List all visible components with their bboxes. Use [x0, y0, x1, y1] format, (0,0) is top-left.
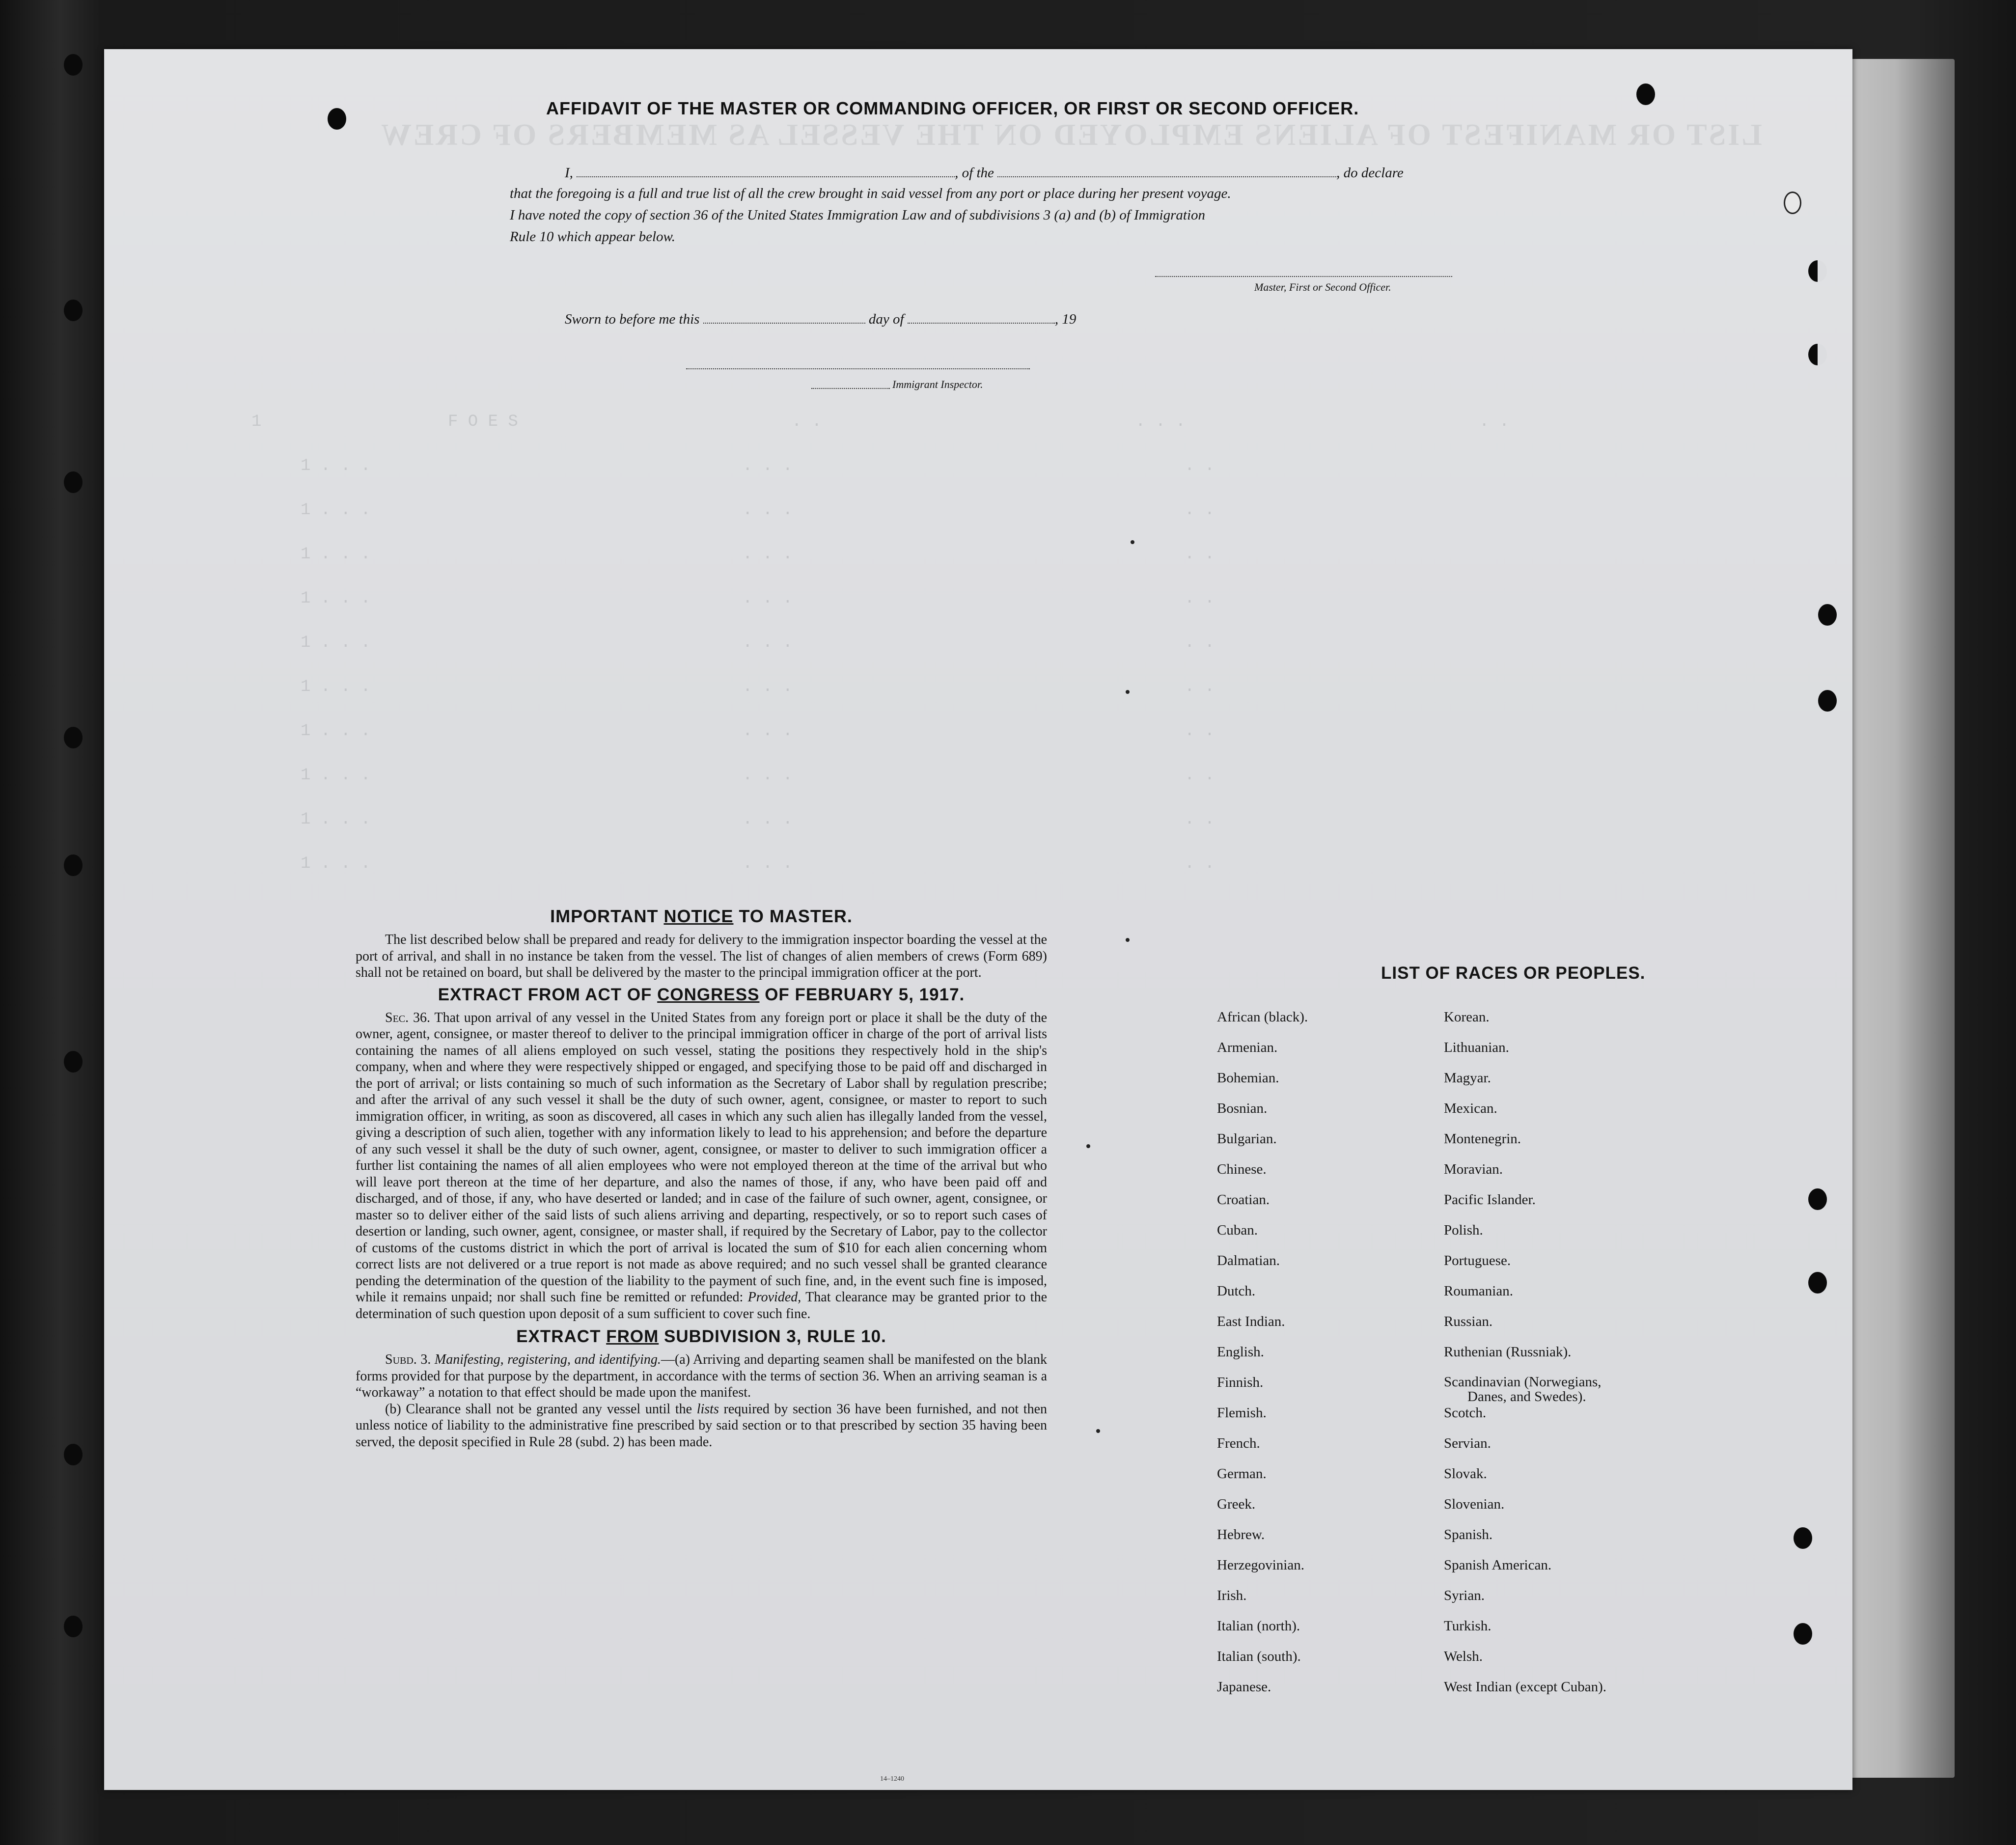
- extract-rule-title-a: EXTRACT: [516, 1327, 601, 1346]
- punch-hole-r2: [1808, 260, 1827, 282]
- punch-hole-r8: [1794, 1527, 1812, 1549]
- subd-3-b-body-1: Clearance shall not be granted any vessel until the: [406, 1401, 692, 1417]
- races-column-2: [1444, 1009, 1675, 1709]
- race-item: Montenegrin.: [1444, 1131, 1521, 1147]
- sec-36-provided: Provided,: [747, 1290, 801, 1305]
- inspector-caption-leader: [811, 388, 890, 389]
- race-item: Bohemian.: [1217, 1070, 1279, 1086]
- race-item: Hebrew.: [1217, 1527, 1265, 1542]
- race-item: Finnish.: [1217, 1375, 1264, 1390]
- race-item: Korean.: [1444, 1009, 1490, 1025]
- race-item: Italian (north).: [1217, 1618, 1300, 1634]
- affidavit-line-4: Rule 10 which appear below.: [510, 229, 675, 245]
- subd-3-title: Manifesting, registering, and identifying.: [434, 1352, 661, 1367]
- race-item: Armenian.: [1217, 1040, 1278, 1055]
- sworn-day-of: day of: [868, 311, 904, 327]
- race-item: Moravian.: [1444, 1161, 1503, 1177]
- race-item: Spanish.: [1444, 1527, 1493, 1542]
- subd-3-label: Subd. 3.: [385, 1352, 431, 1367]
- ink-speck: [1086, 1144, 1090, 1148]
- ink-speck: [1126, 938, 1130, 942]
- sworn-day-field[interactable]: [703, 323, 865, 324]
- race-item: Scotch.: [1444, 1405, 1487, 1421]
- race-item: Turkish.: [1444, 1618, 1491, 1634]
- sec-36-body-end: That clearance may be granted prior to the determination of such question upon deposit of a sum sufficient to cover such fine.: [356, 1290, 1047, 1322]
- punch-hole-r9: [1794, 1623, 1812, 1645]
- sec-36-body: That upon arrival of any vessel in the United States from any foreign port or place it shall be the duty of the owner, agent, consignee, or master thereof to deliver to the principal immigration officer in charge of the port of arrival lists containing the names of all aliens employed on such vessel, stating the positions they respectively hold in the ship's company, when and where they were respectively shipped or engaged, and specifying those to be paid off and discharged in the port of arrival; or lists containing so much of such information as the Secretary of Labor shall by regulation prescribe; and after the arrival of any such vessel it shall be the duty of such owner, agent, consignee, or master to report to such immigration officer, in writing, as soon as discovered, all cases in which any such alien has illegally landed from the vessel, giving a description of such alien, together with any information likely to lead to his apprehension; and before the departure of any such vessel it shall be the duty of such owner, agent, consignee, or master to deliver to such immigration officer a further list containing the names of all alien employees who were not employed thereon at the time of the arrival but who will leave port thereon at the time of her departure, and also the names of those, if any, who have been paid off and discharged, and of those, if any, who have deserted or landed; and in case of the failure of such owner, agent, consignee, or master so to deliver either of the said lists of such aliens arriving and departing, respectively, or so to report such cases of desertion or landing, such owner, agent, consignee, or master shall, if required by the Secretary of Labor, pay to the collector of customs of the customs district in which the port of arrival is located the sum of $10 for each alien concerning whom correct lists are not delivered or a true report is not made as above required; and no such vessel shall be granted clearance pending the determination of the question of the liability to the payment of such fine, and, in the event such fine is imposed, while it remains unpaid; nor shall such fine be remitted or refunded:: [356, 1010, 1047, 1305]
- binder-hole-1: [64, 54, 83, 76]
- important-notice-heading: [356, 906, 1047, 927]
- notice-column: [356, 906, 1047, 1450]
- important-notice-text: The list described below shall be prepared and ready for delivery to the immigration inspector boarding the vessel at the port of arrival, and shall in no instance be taken from the vessel. The list of changes of alien members of crews (Form 689) shall not be retained on board, but shall be delivered by the master to the principal immigration officer at the port.: [356, 932, 1047, 980]
- extract-act-title-b: CONGRESS: [657, 985, 760, 1004]
- punch-hole-r5: [1818, 690, 1837, 712]
- race-item: Bosnian.: [1217, 1101, 1268, 1116]
- master-signature-field[interactable]: [1155, 276, 1452, 277]
- extract-rule-title-b: FROM: [606, 1327, 659, 1346]
- race-item: Welsh.: [1444, 1649, 1483, 1664]
- affidavit-i: I,: [565, 165, 573, 181]
- sworn-line: [565, 311, 1076, 328]
- subd-3-b-lists: lists: [696, 1401, 719, 1417]
- subd-3-a-marker: —(a): [661, 1352, 690, 1367]
- race-item: West Indian (except Cuban).: [1444, 1679, 1607, 1695]
- punch-hole-r4: [1818, 604, 1837, 626]
- race-item: Dalmatian.: [1217, 1253, 1280, 1268]
- binder-hole-8: [64, 1616, 83, 1637]
- binder-hole-3: [64, 471, 83, 493]
- sec-36-label: Sec. 36.: [385, 1010, 431, 1025]
- affidavit-declaration-line: [565, 165, 1404, 181]
- race-item: Polish.: [1444, 1222, 1483, 1238]
- affidavit-line-2: that the foregoing is a full and true list of all the crew brought in said vessel from any port or place during her present voyage.: [510, 186, 1231, 201]
- punch-hole-r1: [1784, 192, 1801, 214]
- ink-speck: [1131, 540, 1134, 544]
- race-item: Lithuanian.: [1444, 1040, 1509, 1055]
- punch-hole-top-left: [328, 108, 346, 130]
- extract-act-title-c: OF FEBRUARY 5, 1917.: [765, 985, 965, 1004]
- inspector-signature-field[interactable]: [686, 368, 1030, 369]
- race-item: Russian.: [1444, 1314, 1493, 1329]
- race-item: Roumanian.: [1444, 1283, 1513, 1299]
- notice-title-w2: NOTICE: [663, 906, 734, 926]
- affidavit-line-3: I have noted the copy of section 36 of the United States Immigration Law and of subdivisions 3 (a) and (b) of Immigration: [510, 207, 1206, 223]
- punch-hole-r3: [1808, 344, 1827, 365]
- race-item: Portuguese.: [1444, 1253, 1511, 1268]
- notice-title-w4: MASTER.: [769, 906, 853, 926]
- ink-speck: [1096, 1429, 1100, 1433]
- extract-act-title-a: EXTRACT FROM ACT OF: [438, 985, 652, 1004]
- race-item: Syrian.: [1444, 1588, 1485, 1603]
- punch-hole-r6: [1808, 1188, 1827, 1210]
- race-item: Mexican.: [1444, 1101, 1497, 1116]
- section-36-text: [356, 1010, 1047, 1322]
- inspector-caption: Immigrant Inspector.: [892, 378, 983, 390]
- notice-title-w1: IMPORTANT: [550, 906, 659, 926]
- binder-hole-7: [64, 1444, 83, 1465]
- subd-3-b-body-2: required by section 36 have been furnished, and not then unless notice of liability to the administrative fine prescribed by said section or to that prescribed by section 35 having been served, the deposit specified in Rule 28 (subd. 2) has been made.: [356, 1401, 1048, 1450]
- affidavit-of-the: , of the: [955, 165, 994, 181]
- affidavit-title: AFFIDAVIT OF THE MASTER OR COMMANDING OFFICER, OR FIRST OR SECOND OFFICER.: [546, 98, 1359, 118]
- race-item-scandinavian-line-1: Scandinavian (Norwegians,: [1444, 1374, 1602, 1390]
- bleed-through-title: LIST OR MANIFEST OF ALIENS EMPLOYED ON THE VESSEL AS MEMBERS OF CREW: [379, 118, 1762, 152]
- race-item: French.: [1217, 1435, 1260, 1451]
- sworn-year: , 19: [1054, 311, 1077, 327]
- master-signature-caption: Master, First or Second Officer.: [1254, 281, 1391, 293]
- subdivision-3b-text: [356, 1401, 1047, 1451]
- race-item: Spanish American.: [1444, 1557, 1552, 1573]
- race-item: Greek.: [1217, 1496, 1256, 1512]
- race-item: Ruthenian (Russniak).: [1444, 1344, 1572, 1360]
- binder-hole-6: [64, 1051, 83, 1073]
- extract-rule-title-c: SUBDIVISION 3, RULE 10.: [663, 1327, 886, 1346]
- sworn-prefix: Sworn to before me this: [565, 311, 700, 327]
- binder-hole-2: [64, 300, 83, 321]
- race-item: Magyar.: [1444, 1070, 1491, 1086]
- race-item: Slovak.: [1444, 1466, 1487, 1482]
- race-item-scandinavian-line-2: Danes, and Swedes).: [1467, 1389, 1586, 1404]
- subd-3-b-marker: (b): [385, 1401, 401, 1417]
- race-item: Dutch.: [1217, 1283, 1256, 1299]
- document-page: LIST OR MANIFEST OF ALIENS EMPLOYED ON THE VESSEL AS MEMBERS OF CREW 1 F O E S . . . . . . . 1 . . . . . . . . 1 . . . . . . . . 1 . . . . . . . . 1 . . . . . . . . 1 . . . . . . . . 1 . . . . . . . . 1 . . . . . . . . 1 . . . . . . . . 1 . . . . . . . . 1 . . . . . . . . AFFIDAVIT OF THE MASTER OR COMMANDING OFFICER, OR FIRST OR SECOND OFFICER. I, , of the , do declare that the foregoing is a full and true list of all the crew brought in said vessel from any port or place during her present voyage. I have noted the copy of section 36 of the United States Immigration Law and of subdivisions 3 (a) and (b) of Immigration Rule 10 which appear below. Master, First or Second Officer. Sworn to before me this day of , 19 Immigrant Inspector. IMPORTANT NOTICE TO MASTER. The list described below shall be prepared and ready for delivery to the immigration inspector boarding the vessel at the port of arrival, and shall in no instance be taken from the vessel. The list of changes of alien members of crews (Form 689) shall not be retained on board, but shall be delivered by the master to the principal immigration officer at the port. EXTRACT FROM ACT OF CONGRESS OF FEBRUARY 5, 1917. Sec. 36. That upon arrival of any vessel in the United States from any foreign port or place it shall be the duty of the owner, agent, consignee, or master thereof to deliver to the principal immigration officer in charge of the port of arrival lists containing the names of all aliens employed on such vessel, stating the positions they respectively hold in the ship's company, when and where they were respectively shipped or engaged, and specifying those to be paid off and discharged in the port of arrival; or lists containing so much of such information as the Secretary of Labor shall by regulation prescribe; and after the arrival of any such vessel it shall be the duty of such owner, agent, consignee, or master to report to such immigration officer, in writing, as soon as discovered, all cases in which any such alien has illegally landed from the vessel, giving a description of such alien, together with any information likely to lead to his apprehension; and before the departure of any such vessel it shall be the duty of such owner, agent, consignee, or master to deliver to such immigration officer a further list containing the names of all alien employees who were not employed thereon at the time of the arrival but who will leave port thereon at the time of her departure, and also the names of those, if any, who have been paid off and discharged, and of those, if any, who have deserted or landed; and in case of the failure of such owner, agent, consignee, or master so to deliver either of the said lists of such aliens arriving and departing, respectively, or so to report such cases of desertion or landing, such owner, agent, consignee, or master shall, if required by the Secretary of Labor, pay to the collector of customs of the customs district in which the port of arrival is located the sum of $10 for each alien concerning whom correct lists are not delivered or a true report is not made as above required; and no such vessel shall be granted clearance pending the determination of the question of the liability to the payment of such fine, and, in the event such fine is imposed, while it remains unpaid; nor shall such fine be remitted or refunded: Provided, That clearance may be granted prior to the determination of such question upon deposit of a sum sufficient to cover such fine. EXTRACT FROM SUBDIVISION 3, RULE 10. Subd. 3. Manifesting, registering, and identifying.—(a) Arriving and departing seamen shall be manifested on the blank forms provided for that purpose by the department, in accordance with the terms of section 36. When an arriving seaman is a “workaway” a notation to that effect should be made upon the manifest. (b) Clearance shall not be granted any vessel until the lists required by section 36 have been furnished, and not then unless notice of liability to the administrative fine prescribed by said section or to that prescribed by section 35 having been served, the deposit specified in Rule 28 (subd. 2) has been made. 14–1240 LIST OF RACES OR PEOPLES. African (black). Armenian. Bohemian. Bosnian. Bulgarian. Chinese. Croatian. Cuban. Dalmatian. Dutch. East Indian. English. Finnish. Flemish. French. German. Greek. Hebrew. Herzegovinian. Irish. Italian (north). Italian (south). Japanese. Korean. Lithuanian. Magyar. Mexican. Montenegrin. Moravian. Pacific Islander. Polish. Portuguese. Roumanian. Russian. Ruthenian (Russniak). Scandinavian (Norwegians, Danes, and Swedes). Scotch. Servian. Slovak. Slovenian. Spanish. Spanish American. Syrian. Turkish. Welsh. West Indian (except Cuban).: [104, 49, 1852, 1790]
- punch-hole-r7: [1808, 1272, 1827, 1294]
- race-item: Slovenian.: [1444, 1496, 1505, 1512]
- race-item: Japanese.: [1217, 1679, 1271, 1695]
- notice-title-w3: TO: [739, 906, 764, 926]
- affidavit-do-declare: , do declare: [1336, 165, 1404, 181]
- punch-hole-top-right: [1636, 83, 1655, 105]
- subd-3-a-body: Arriving and departing seamen shall be manifested on the blank forms provided for that purpose by the department, in accordance with the terms of section 36. When an arriving seaman is a “workaway” a notation to that effect should be made upon the manifest.: [356, 1352, 1047, 1400]
- race-item: African (black).: [1217, 1009, 1308, 1025]
- race-item: Irish.: [1217, 1588, 1247, 1603]
- extract-rule-heading: [356, 1327, 1047, 1347]
- vessel-name-field[interactable]: [997, 176, 1336, 177]
- race-item: Servian.: [1444, 1435, 1491, 1451]
- race-item: Flemish.: [1217, 1405, 1267, 1421]
- race-item: East Indian.: [1217, 1314, 1285, 1329]
- ink-speck: [1126, 690, 1130, 694]
- race-item: Cuban.: [1217, 1222, 1258, 1238]
- sworn-month-field[interactable]: [908, 323, 1055, 324]
- race-item: Herzegovinian.: [1217, 1557, 1304, 1573]
- extract-act-heading: [356, 985, 1047, 1005]
- form-number: 14–1240: [880, 1775, 904, 1783]
- subdivision-3a-text: [356, 1351, 1047, 1401]
- race-item: German.: [1217, 1466, 1267, 1482]
- race-item: English.: [1217, 1344, 1264, 1360]
- race-item: Bulgarian.: [1217, 1131, 1277, 1147]
- race-item: Croatian.: [1217, 1192, 1270, 1208]
- race-item: Chinese.: [1217, 1161, 1267, 1177]
- master-name-field[interactable]: [577, 176, 955, 177]
- race-item: Pacific Islander.: [1444, 1192, 1536, 1208]
- races-heading: LIST OF RACES OR PEOPLES.: [1381, 964, 1646, 983]
- race-item: Italian (south).: [1217, 1649, 1301, 1664]
- binder-hole-4: [64, 727, 83, 748]
- race-item-scandinavian: [1444, 1375, 1675, 1405]
- races-column-1: [1217, 1009, 1308, 1709]
- binder-hole-5: [64, 854, 83, 876]
